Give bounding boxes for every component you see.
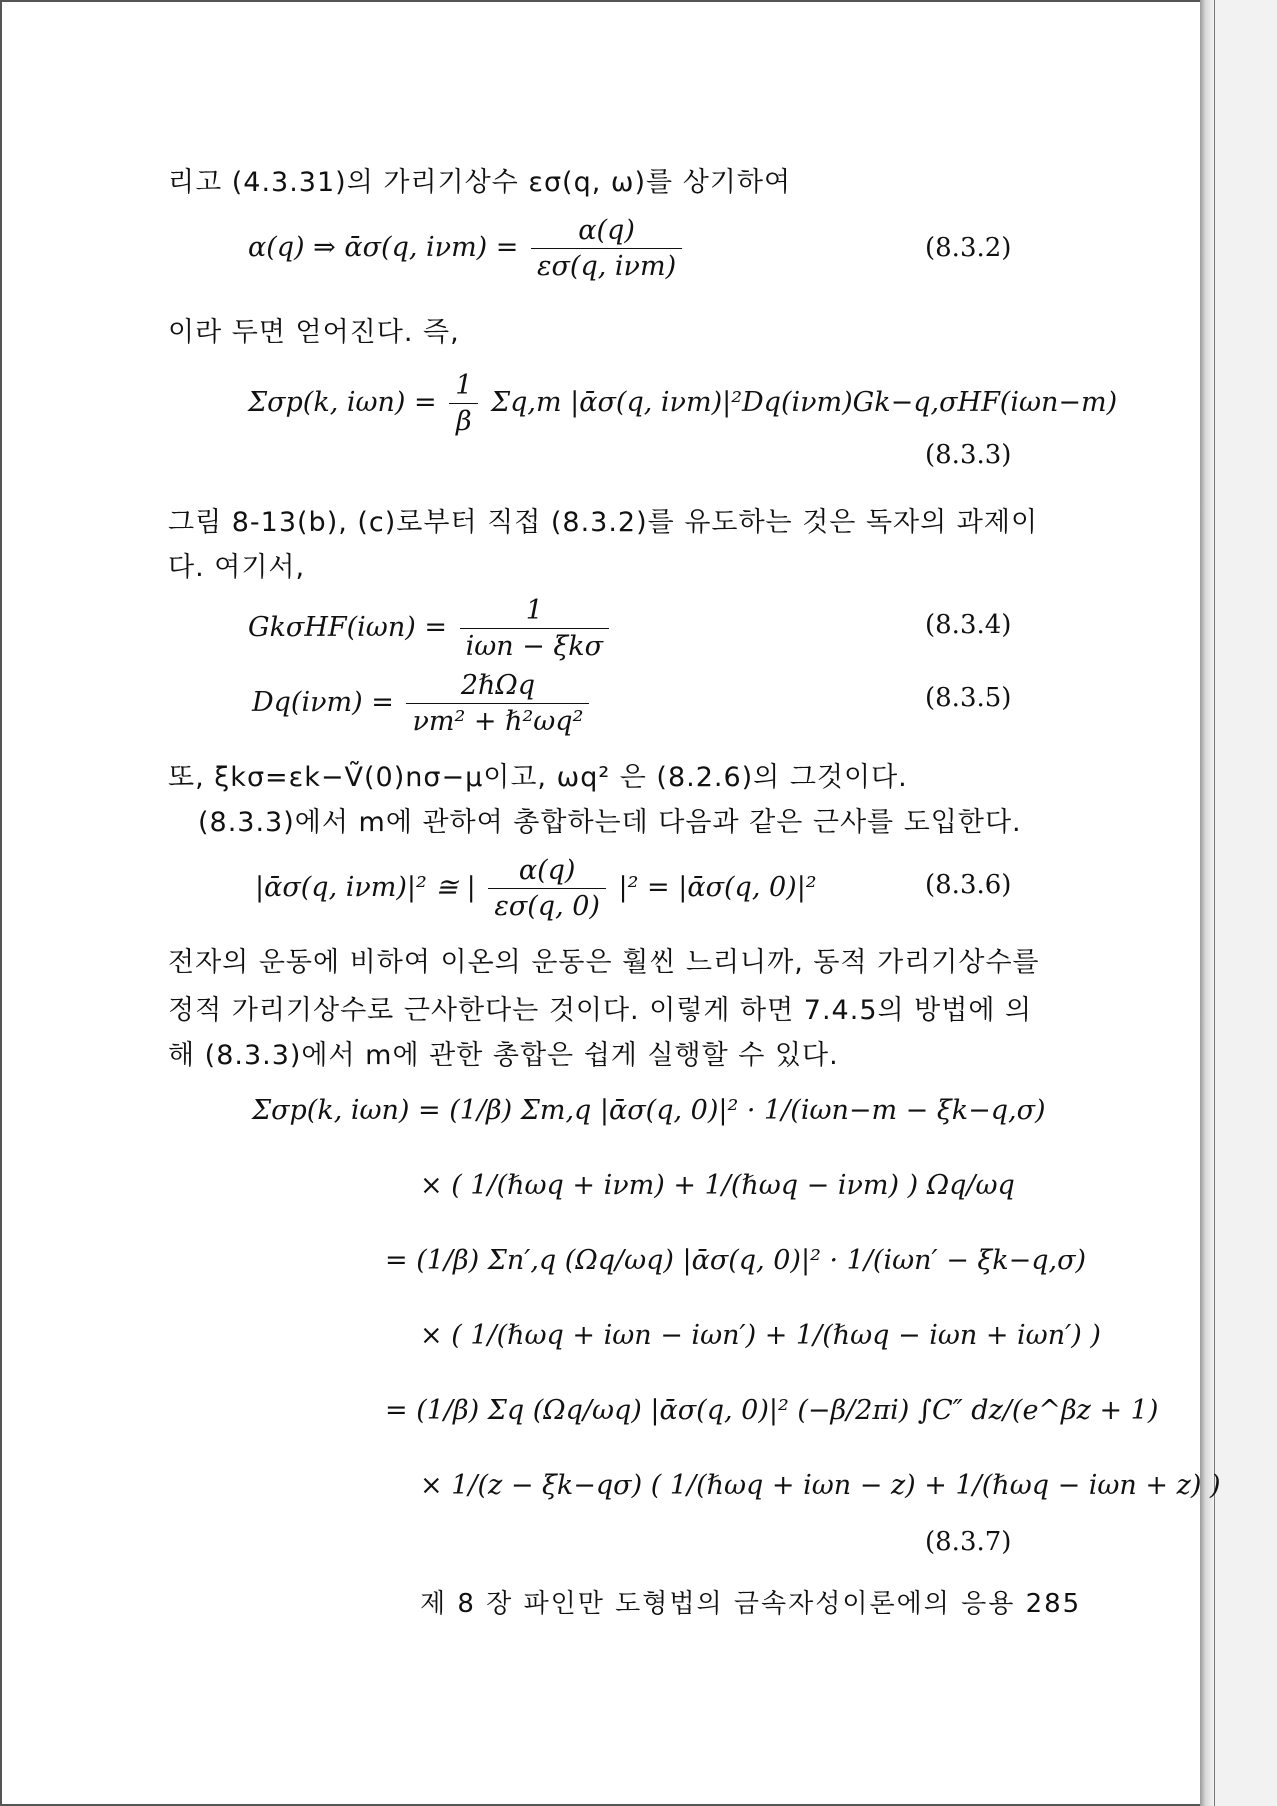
fraction-denominator: εσ(q, 0) xyxy=(494,891,600,922)
equation-number: (8.3.2) xyxy=(925,233,1012,263)
equation-rhs: Σq,m |ᾱσ(q, iνm)|²Dq(iνm)Gk−q,σHF(iωn−m) xyxy=(491,387,1118,418)
fraction-denominator: iωn − ξkσ xyxy=(465,631,604,662)
fraction-numerator: α(q) xyxy=(488,855,606,889)
equation-number: (8.3.3) xyxy=(925,440,1012,470)
equation-number: (8.3.5) xyxy=(925,683,1012,713)
page-footer: 제 8 장 파인만 도형법의 금속자성이론에의 응용 285 xyxy=(420,1589,1082,1619)
equation-fraction xyxy=(449,370,478,437)
equation-lhs: α(q) ⇒ ᾱσ(q, iνm) = xyxy=(248,232,519,263)
fraction-numerator: 2ℏΩq xyxy=(406,670,589,704)
equation-8-3-3 xyxy=(248,370,1117,437)
equation-8-3-2 xyxy=(248,215,686,282)
text-line-8: 정적 가리기상수로 근사한다는 것이다. 이렇게 하면 7.4.5의 방법에 의 xyxy=(168,995,1033,1026)
equation-number: (8.3.4) xyxy=(925,610,1012,640)
text-line-4: 다. 여기서, xyxy=(168,552,306,583)
equation-number: (8.3.7) xyxy=(925,1527,1012,1557)
page-edge-shadow xyxy=(1200,0,1215,1806)
fraction-denominator: εσ(q, iνm) xyxy=(537,251,677,282)
equation-8-3-4 xyxy=(248,595,613,662)
equation-lhs: Σσp(k, iωn) = xyxy=(248,387,437,418)
equation-lhs: Dq(iνm) = xyxy=(252,687,394,718)
equation-8-3-6 xyxy=(255,855,817,922)
equation-lhs: GkσHF(iωn) = xyxy=(248,612,447,643)
equation-number: (8.3.6) xyxy=(925,870,1012,900)
viewer-background xyxy=(1215,0,1277,1806)
equation-fraction xyxy=(460,595,610,662)
equation-fraction xyxy=(531,215,682,282)
fraction-denominator: νm² + ℏ²ωq² xyxy=(412,706,584,737)
equation-8-3-7-row-1: Σσp(k, iωn) = (1/β) Σm,q |ᾱσ(q, 0)|² · 1/(iωn−m − ξk−q,σ) xyxy=(252,1095,1046,1126)
fraction-numerator: α(q) xyxy=(531,215,682,249)
equation-8-3-7-row-2: × ( 1/(ℏωq + iνm) + 1/(ℏωq − iνm) ) Ωq/ωq xyxy=(420,1170,1015,1201)
text-line-1: 리고 (4.3.31)의 가리기상수 εσ(q, ω)를 상기하여 xyxy=(168,167,792,198)
equation-rhs: |² = |ᾱσ(q, 0)|² xyxy=(618,872,817,903)
text-line-9: 해 (8.3.3)에서 m에 관한 총합은 쉽게 실행할 수 있다. xyxy=(168,1040,839,1071)
equation-8-3-7-row-6: × 1/(z − ξk−qσ) ( 1/(ℏωq + iωn − z) + 1/(ℏωq − iωn + z) ) xyxy=(420,1470,1221,1501)
text-line-2: 이라 두면 얻어진다. 즉, xyxy=(168,317,460,348)
equation-lhs: |ᾱσ(q, iνm)|² ≅ | xyxy=(255,872,476,903)
fraction-denominator: β xyxy=(456,406,472,437)
text-line-6: (8.3.3)에서 m에 관하여 총합하는데 다음과 같은 근사를 도입한다. xyxy=(198,807,1022,838)
equation-8-3-5 xyxy=(252,670,593,737)
text-line-7: 전자의 운동에 비하여 이온의 운동은 훨씬 느리니까, 동적 가리기상수를 xyxy=(168,947,1040,978)
text-line-3: 그림 8-13(b), (c)로부터 직접 (8.3.2)를 유도하는 것은 독자의 과제이 xyxy=(168,507,1039,538)
equation-8-3-7-row-5: = (1/β) Σq (Ωq/ωq) |ᾱσ(q, 0)|² (−β/2πi) ∫C″ dz/(e^βz + 1) xyxy=(385,1395,1159,1426)
text-line-5: 또, ξkσ=εk−Ṽ(0)nσ−μ이고, ωq² 은 (8.2.6)의 그것이다. xyxy=(168,762,908,793)
fraction-numerator: 1 xyxy=(449,370,478,404)
equation-fraction xyxy=(488,855,606,922)
equation-8-3-7-row-4: × ( 1/(ℏωq + iωn − iωn′) + 1/(ℏωq − iωn + iωn′) ) xyxy=(420,1320,1101,1351)
fraction-numerator: 1 xyxy=(460,595,610,629)
equation-8-3-7-row-3: = (1/β) Σn′,q (Ωq/ωq) |ᾱσ(q, 0)|² · 1/(iωn′ − ξk−q,σ) xyxy=(385,1245,1087,1276)
equation-fraction xyxy=(406,670,589,737)
